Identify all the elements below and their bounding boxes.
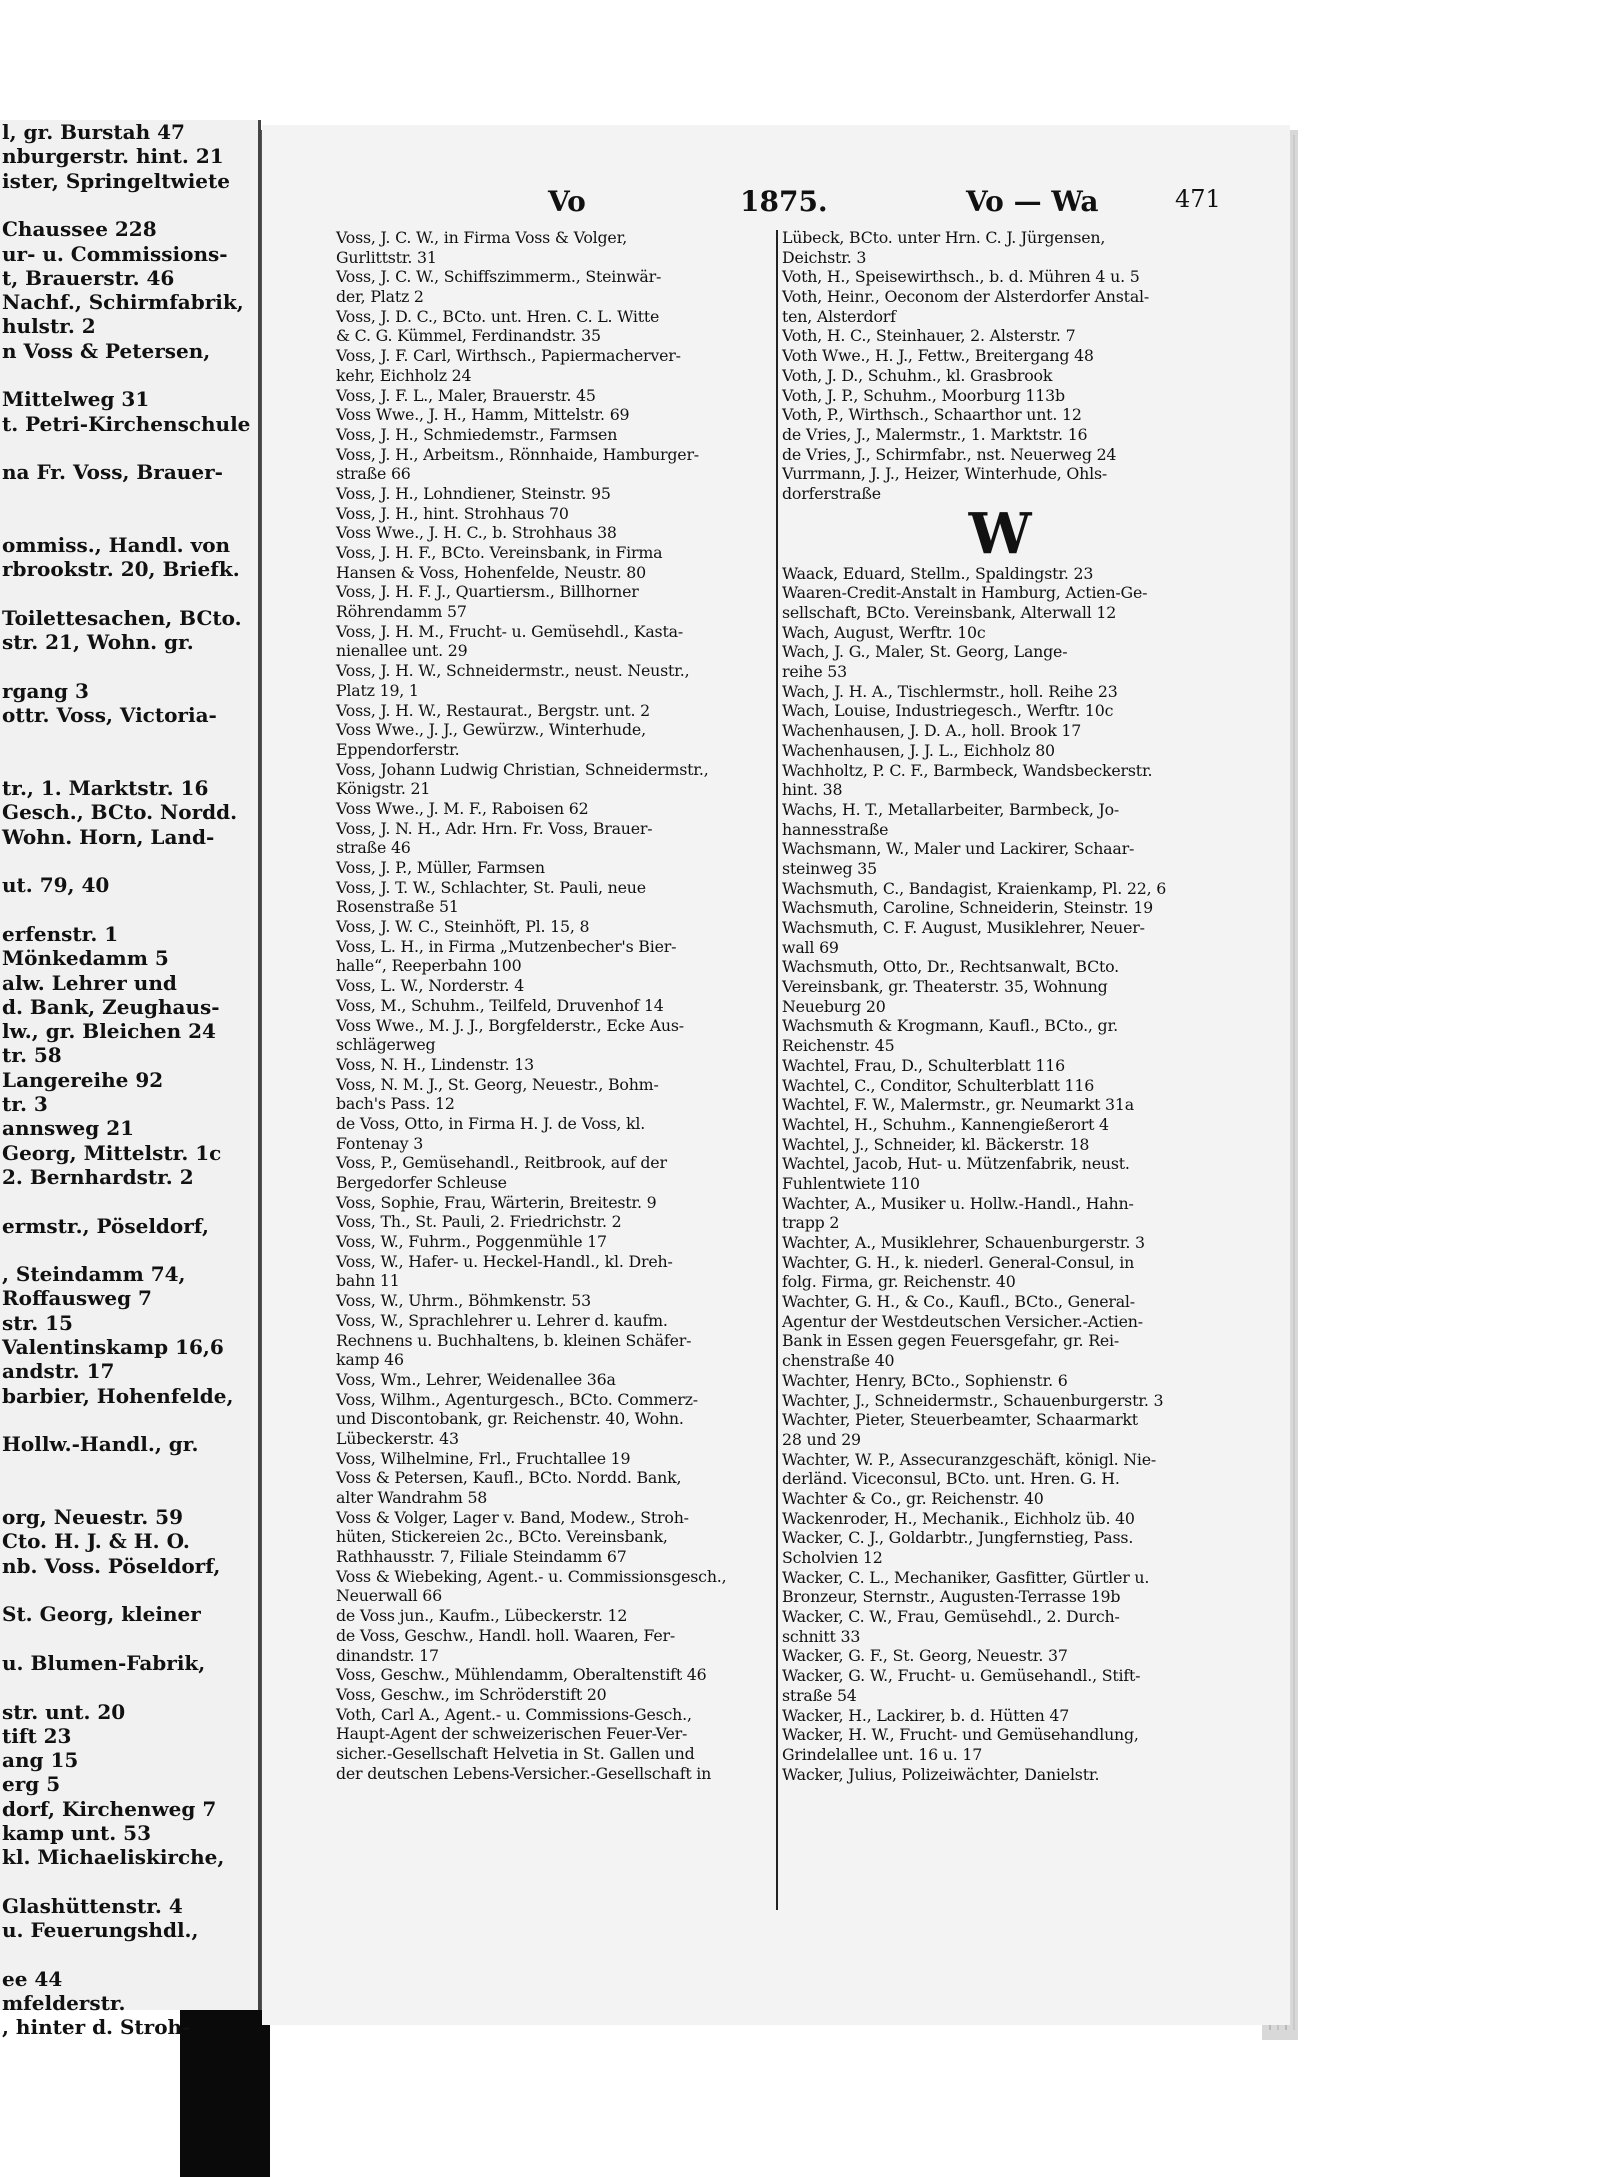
left-fragment-line: nb. Voss. Pöseldorf,: [2, 1553, 221, 1578]
directory-entry-line: straße 66: [336, 464, 411, 484]
running-head-range: Vo — Wa: [966, 185, 1099, 218]
directory-entry-line: nienallee unt. 29: [336, 641, 468, 661]
left-fragment-line: Roffausweg 7: [2, 1286, 152, 1311]
directory-entry-line: Wachs, H. T., Metallarbeiter, Barmbeck, Jo-: [782, 799, 1120, 819]
left-fragment-line: Chaussee 228: [2, 217, 157, 242]
directory-entry-line: Wachenhausen, J. J. L., Eichholz 80: [782, 740, 1055, 760]
directory-entry-line: Voth, P., Wirthsch., Schaarthor unt. 12: [782, 405, 1082, 425]
left-fragment-line: Hollw.-Handl., gr.: [2, 1432, 199, 1457]
left-fragment-line: Georg, Mittelstr. 1c: [2, 1140, 222, 1165]
left-fragment-line: d. Bank, Zeughaus-: [2, 994, 220, 1019]
directory-entry-line: Rechnens u. Buchhaltens, b. kleinen Schäfer-: [336, 1330, 692, 1350]
directory-entry-line: Wachtel, Frau, D., Schulterblatt 116: [782, 1055, 1065, 1075]
directory-entry-line: Eppendorferstr.: [336, 739, 460, 759]
left-fragment-line: dorf, Kirchenweg 7: [2, 1796, 217, 1821]
left-fragment-line: Glashüttenstr. 4: [2, 1893, 183, 1918]
directory-entry-line: Voss, W., Hafer- u. Heckel-Handl., kl. Dreh-: [336, 1251, 673, 1271]
directory-entry-line: & C. G. Kümmel, Ferdinandstr. 35: [336, 326, 601, 346]
directory-entry-line: Voss Wwe., J. M. F., Raboisen 62: [336, 798, 589, 818]
left-fragment-line: kl. Michaeliskirche,: [2, 1845, 225, 1870]
directory-entry-line: kehr, Eichholz 24: [336, 365, 472, 385]
left-fragment-line: St. Georg, kleiner: [2, 1602, 201, 1627]
left-fragment-line: tr., 1. Marktstr. 16: [2, 776, 209, 801]
directory-entry-line: Voss Wwe., J. H. C., b. Strohhaus 38: [336, 523, 617, 543]
left-fragment-line: str. 21, Wohn. gr.: [2, 630, 194, 655]
directory-entry-line: Voss, Wilhm., Agenturgesch., BCto. Commerz-: [336, 1389, 698, 1409]
directory-entry-line: Wacker, C. J., Goldarbtr., Jungfernstieg, Pass.: [782, 1528, 1134, 1548]
directory-entry-line: Wachsmuth, C., Bandagist, Kraienkamp, Pl. 22, 6: [782, 878, 1167, 898]
directory-entry-line: hüten, Stickereien 2c., BCto. Vereinsbank,: [336, 1527, 668, 1547]
directory-entry-line: Wachsmann, W., Maler und Lackirer, Schaar-: [782, 839, 1135, 859]
directory-entry-line: Wach, J. H. A., Tischlermstr., holl. Reihe 23: [782, 681, 1118, 701]
directory-entry-line: Bronzeur, Sternstr., Augusten-Terrasse 19b: [782, 1587, 1121, 1607]
left-fragment-line: ommiss., Handl. von: [2, 533, 231, 558]
directory-entry-line: Rosenstraße 51: [336, 897, 459, 917]
left-fragment-line: 2. Bernhardstr. 2: [2, 1164, 194, 1189]
directory-entry-line: Wachter, G. H., k. niederl. General-Consul, in: [782, 1252, 1135, 1272]
directory-entry-line: Wach, August, Werftr. 10c: [782, 622, 986, 642]
left-fragment-line: str. unt. 20: [2, 1699, 126, 1724]
directory-entry-line: Deichstr. 3: [782, 247, 867, 267]
directory-column-left: [336, 228, 772, 1783]
directory-column-right: [782, 228, 1218, 1784]
directory-entry-line: derländ. Viceconsul, BCto. unt. Hren. G. H.: [782, 1469, 1120, 1489]
directory-entry-line: Voss, J. N. H., Adr. Hrn. Fr. Voss, Brauer-: [336, 818, 653, 838]
directory-entry-line: Voss, Wilhelmine, Frl., Fruchtallee 19: [336, 1448, 631, 1468]
left-fragment-line: u. Feuerungshdl.,: [2, 1918, 199, 1943]
left-fragment-line: Gesch., BCto. Nordd.: [2, 800, 238, 825]
left-fragment-line: ut. 79, 40: [2, 873, 110, 898]
directory-entry-line: Wacker, C. W., Frau, Gemüsehdl., 2. Durch-: [782, 1607, 1120, 1627]
directory-entry-line: hannesstraße: [782, 819, 889, 839]
directory-entry-line: bahn 11: [336, 1271, 400, 1291]
directory-entry-line: Voss, Johann Ludwig Christian, Schneidermstr.,: [336, 759, 709, 779]
directory-entry-line: chenstraße 40: [782, 1351, 895, 1371]
directory-entry-line: de Vries, J., Schirmfabr., nst. Neuerweg 24: [782, 444, 1117, 464]
directory-entry-line: kamp 46: [336, 1350, 404, 1370]
left-fragment-line: hulstr. 2: [2, 314, 96, 339]
directory-entry-line: Wachsmuth, Caroline, Schneiderin, Steinstr. 19: [782, 898, 1154, 918]
directory-entry-line: Voss & Wiebeking, Agent.- u. Commissionsgesch.,: [336, 1566, 727, 1586]
directory-entry-line: hint. 38: [782, 780, 843, 800]
directory-entry-line: Voss, J. H. M., Frucht- u. Gemüsehdl., Kasta-: [336, 621, 683, 641]
directory-entry-line: steinweg 35: [782, 858, 877, 878]
directory-entry-line: sicher.-Gesellschaft Helvetia in St. Gallen und: [336, 1743, 695, 1763]
directory-entry-line: Voss, W., Sprachlehrer u. Lehrer d. kaufm.: [336, 1310, 668, 1330]
left-fragment-line: rgang 3: [2, 678, 89, 703]
left-fragment-line: t, Brauerstr. 46: [2, 265, 175, 290]
directory-entry-line: Voss, J. W. C., Steinhöft, Pl. 15, 8: [336, 917, 590, 937]
left-fragment-line: annsweg 21: [2, 1116, 135, 1141]
directory-entry-line: dinandstr. 17: [336, 1645, 439, 1665]
directory-entry-line: Wachter, G. H., & Co., Kaufl., BCto., General-: [782, 1292, 1135, 1312]
directory-entry-line: Voth, H. C., Steinhauer, 2. Alsterstr. 7: [782, 326, 1076, 346]
directory-entry-line: halle“, Reeperbahn 100: [336, 956, 522, 976]
left-fragment-line: na Fr. Voss, Brauer-: [2, 460, 223, 485]
left-fragment-line: , Steindamm 74,: [2, 1262, 186, 1287]
directory-entry-line: schlägerweg: [336, 1035, 436, 1055]
directory-entry-line: Voth, H., Speisewirthsch., b. d. Mühren 4 u. 5: [782, 267, 1140, 287]
directory-entry-line: Hansen & Voss, Hohenfelde, Neustr. 80: [336, 562, 646, 582]
directory-entry-line: Voss, J. F. Carl, Wirthsch., Papiermacherver-: [336, 346, 681, 366]
directory-entry-line: Wachsmuth, Otto, Dr., Rechtsanwalt, BCto.: [782, 957, 1119, 977]
left-fragment-line: tift 23: [2, 1723, 72, 1748]
directory-entry-line: Wachter, A., Musiker u. Hollw.-Handl., Hahn-: [782, 1193, 1134, 1213]
left-fragment-line: n Voss & Petersen,: [2, 338, 211, 363]
directory-entry-line: der, Platz 2: [336, 287, 424, 307]
directory-entry-line: Wachter, Henry, BCto., Sophienstr. 6: [782, 1370, 1068, 1390]
directory-entry-line: Wacker, G. W., Frucht- u. Gemüsehandl., Stift-: [782, 1666, 1141, 1686]
column-rule: [776, 230, 778, 1910]
directory-entry-line: Vereinsbank, gr. Theaterstr. 35, Wohnung: [782, 977, 1108, 997]
directory-entry-line: Wach, Louise, Industriegesch., Werftr. 10c: [782, 701, 1114, 721]
directory-entry-line: Vurrmann, J. J., Heizer, Winterhude, Ohls-: [782, 464, 1107, 484]
directory-entry-line: Wachtel, F. W., Malermstr., gr. Neumarkt 31a: [782, 1095, 1134, 1115]
directory-entry-line: wall 69: [782, 937, 839, 957]
left-fragment-line: tr. 3: [2, 1092, 48, 1116]
directory-entry-line: Voth, Carl A., Agent.- u. Commissions-Gesch.,: [336, 1704, 692, 1724]
directory-entry-line: Lübeckerstr. 43: [336, 1428, 459, 1448]
directory-entry-line: Fuhlentwiete 110: [782, 1173, 920, 1193]
directory-entry-line: Wachholtz, P. C. F., Barmbeck, Wandsbeckerstr.: [782, 760, 1153, 780]
left-fragment-line: Cto. H. J. & H. O.: [2, 1529, 190, 1554]
left-fragment-line: t. Petri-Kirchenschule: [2, 411, 251, 436]
directory-entry-line: Voss, W., Uhrm., Böhmkenstr. 53: [336, 1291, 591, 1311]
directory-entry-line: Wach, J. G., Maler, St. Georg, Lange-: [782, 642, 1068, 662]
left-fragment-line: , hinter d. Stroh-: [2, 2015, 191, 2040]
directory-entry-line: Wachtel, J., Schneider, kl. Bäckerstr. 18: [782, 1134, 1090, 1154]
directory-entry-line: der deutschen Lebens-Versicher.-Gesellschaft in: [336, 1763, 712, 1783]
left-fragment-line: erg 5: [2, 1772, 61, 1797]
section-letter: W: [968, 500, 1032, 567]
directory-entry-line: folg. Firma, gr. Reichenstr. 40: [782, 1272, 1016, 1292]
directory-entry-line: Wacker, G. F., St. Georg, Neuestr. 37: [782, 1646, 1068, 1666]
left-fragment-line: l, gr. Burstah 47: [2, 120, 185, 144]
directory-entry-line: Voss, W., Fuhrm., Poggenmühle 17: [336, 1232, 607, 1252]
directory-entry-line: straße 46: [336, 838, 411, 858]
left-fragment-line: kamp unt. 53: [2, 1821, 152, 1845]
left-fragment-line: ister, Springeltwiete: [2, 168, 230, 193]
directory-entry-line: Haupt-Agent der schweizerischen Feuer-Ver-: [336, 1724, 688, 1744]
left-page-fragment: [0, 120, 261, 2040]
directory-entry-line: Wachter, J., Schneidermstr., Schauenburgerstr. 3: [782, 1390, 1164, 1410]
left-fragment-line: mfelderstr.: [2, 1991, 126, 2016]
directory-entry-line: Wachenhausen, J. D. A., holl. Brook 17: [782, 721, 1082, 741]
directory-entry-line: Wachsmuth, C. F. August, Musiklehrer, Neuer-: [782, 918, 1145, 937]
directory-entry-line: Voss, Geschw., im Schröderstift 20: [336, 1684, 607, 1704]
directory-entry-line: Wacker, H., Lackirer, b. d. Hütten 47: [782, 1705, 1070, 1725]
left-fragment-line: u. Blumen-Fabrik,: [2, 1650, 206, 1675]
directory-entry-line: Voss & Petersen, Kaufl., BCto. Nordd. Bank,: [336, 1468, 682, 1488]
directory-entry-line: Voss, J. H. W., Schneidermstr., neust. Neustr.,: [336, 661, 690, 681]
directory-entry-line: Wachtel, Jacob, Hut- u. Mützenfabrik, neust.: [782, 1154, 1130, 1174]
directory-entry-line: Voss Wwe., J. H., Hamm, Mittelstr. 69: [336, 405, 630, 425]
directory-entry-line: Voss, N. H., Lindenstr. 13: [336, 1054, 534, 1074]
directory-entry-line: alter Wandrahm 58: [336, 1488, 488, 1507]
directory-entry-line: Voss, P., Gemüsehandl., Reitbrook, auf der: [336, 1153, 667, 1173]
directory-entry-line: Wacker, Julius, Polizeiwächter, Danielstr.: [782, 1764, 1100, 1784]
left-fragment-line: Mönkedamm 5: [2, 946, 169, 971]
directory-entry-line: Voss, Sophie, Frau, Wärterin, Breitestr. 9: [336, 1192, 657, 1212]
left-fragment-line: ottr. Voss, Victoria-: [2, 703, 217, 728]
directory-entry-line: Voss, J. H., Schmiedemstr., Farmsen: [336, 424, 618, 444]
left-fragment-line: org, Neuestr. 59: [2, 1505, 184, 1530]
directory-entry-line: de Voss jun., Kaufm., Lübeckerstr. 12: [336, 1606, 628, 1626]
page-number: 471: [1175, 185, 1221, 213]
directory-entry-line: straße 54: [782, 1685, 857, 1705]
left-fragment-line: nburgerstr. hint. 21: [2, 144, 224, 169]
directory-entry-line: de Voss, Otto, in Firma H. J. de Voss, kl.: [336, 1113, 646, 1133]
directory-entry-line: dorferstraße: [782, 483, 881, 503]
directory-entry-line: Röhrendamm 57: [336, 602, 467, 622]
directory-entry-line: Voss, J. C. W., in Firma Voss & Volger,: [336, 228, 628, 247]
directory-entry-line: Voss, J. D. C., BCto. unt. Hren. C. L. Witte: [336, 306, 660, 326]
directory-entry-line: Voss, L. W., Norderstr. 4: [336, 976, 525, 996]
directory-entry-line: Reichenstr. 45: [782, 1036, 895, 1056]
directory-entry-line: und Discontobank, gr. Reichenstr. 40, Wohn.: [336, 1409, 684, 1429]
directory-entry-line: Wacker, C. L., Mechaniker, Gasfitter, Gürtler u.: [782, 1567, 1150, 1587]
left-fragment-line: tr. 58: [2, 1043, 62, 1068]
directory-entry-line: Voss, J. H., Lohndiener, Steinstr. 95: [336, 483, 611, 503]
directory-entry-line: Voth, J. D., Schuhm., kl. Grasbrook: [782, 365, 1053, 385]
directory-entry-line: Voss, J. T. W., Schlachter, St. Pauli, neue: [336, 877, 646, 897]
directory-entry-line: Voth Wwe., H. J., Fettw., Breitergang 48: [782, 346, 1094, 366]
directory-entry-line: Wachter & Co., gr. Reichenstr. 40: [782, 1488, 1044, 1508]
directory-entry-line: Voss, M., Schuhm., Teilfeld, Druvenhof 14: [336, 995, 664, 1015]
left-fragment-line: lw., gr. Bleichen 24: [2, 1019, 216, 1044]
directory-entry-line: Voss, Th., St. Pauli, 2. Friedrichstr. 2: [336, 1212, 622, 1232]
directory-entry-line: Lübeck, BCto. unter Hrn. C. J. Jürgensen,: [782, 228, 1106, 247]
running-head-left: Vo: [548, 185, 586, 218]
left-fragment-line: str. 15: [2, 1310, 73, 1335]
directory-entry-line: Voss, J. H. W., Restaurat., Bergstr. unt. 2: [336, 700, 651, 720]
directory-entry-line: Agentur der Westdeutschen Versicher.-Actien-: [782, 1311, 1143, 1331]
directory-entry-line: Voss, J. C. W., Schiffszimmerm., Steinwär-: [336, 267, 662, 287]
left-fragment-line: rbrookstr. 20, Briefk.: [2, 557, 240, 582]
directory-entry-line: Königstr. 21: [336, 779, 431, 799]
directory-entry-line: ten, Alsterdorf: [782, 306, 896, 326]
binding-shadow: [180, 2000, 270, 2177]
directory-entry-line: Wachter, Pieter, Steuerbeamter, Schaarmarkt: [782, 1410, 1138, 1430]
directory-entry-line: Rathhausstr. 7, Filiale Steindamm 67: [336, 1547, 627, 1567]
left-fragment-line: ee 44: [2, 1966, 63, 1991]
directory-entry-line: Wachter, A., Musiklehrer, Schauenburgerstr. 3: [782, 1233, 1145, 1252]
directory-entry-line: bach's Pass. 12: [336, 1094, 455, 1114]
directory-entry-line: Voss, N. M. J., St. Georg, Neuestr., Bohm-: [336, 1074, 659, 1094]
directory-entry-line: Voth, J. P., Schuhm., Moorburg 113b: [782, 385, 1065, 405]
directory-entry-line: Voss, L. H., in Firma „Mutzenbecher's Bier-: [336, 936, 677, 956]
directory-entry-line: Wachter, W. P., Assecuranzgeschäft, königl. Nie-: [782, 1449, 1157, 1469]
directory-entry-line: Voss, J. F. L., Maler, Brauerstr. 45: [336, 385, 596, 405]
directory-entry-line: Voss Wwe., J. J., Gewürzw., Winterhude,: [336, 720, 646, 740]
directory-entry-line: 28 und 29: [782, 1429, 861, 1449]
left-fragment-line: Valentinskamp 16,6: [2, 1335, 224, 1359]
directory-entry-line: sellschaft, BCto. Vereinsbank, Alterwall 12: [782, 603, 1117, 622]
left-fragment-line: Nachf., Schirmfabrik,: [2, 290, 244, 315]
directory-entry-line: trapp 2: [782, 1213, 840, 1233]
directory-entry-line: Neuerwall 66: [336, 1586, 443, 1606]
left-fragment-line: alw. Lehrer und: [2, 970, 177, 995]
directory-entry-line: Wachtel, C., Conditor, Schulterblatt 116: [782, 1075, 1095, 1095]
directory-entry-line: Wackenroder, H., Mechanik., Eichholz üb. 40: [782, 1508, 1135, 1528]
directory-entry-line: Voss, J. H. F. J., Quartiersm., Billhorner: [336, 582, 639, 602]
directory-entry-line: Voss Wwe., M. J. J., Borgfelderstr., Ecke Aus-: [336, 1015, 684, 1035]
left-fragment-line: ang 15: [2, 1748, 79, 1773]
directory-entry-line: Voss, J. P., Müller, Farmsen: [336, 858, 545, 877]
directory-entry-line: Voth, Heinr., Oeconom der Alsterdorfer Anstal-: [782, 287, 1150, 307]
directory-entry-line: Grindelallee unt. 16 u. 17: [782, 1744, 983, 1764]
directory-entry-line: Wachsmuth & Krogmann, Kaufl., BCto., gr.: [782, 1016, 1118, 1036]
left-fragment-line: ermstr., Pöseldorf,: [2, 1213, 209, 1238]
left-fragment-line: Langereihe 92: [2, 1067, 164, 1092]
directory-entry-line: Wachtel, H., Schuhm., Kannengießerort 4: [782, 1114, 1109, 1134]
directory-entry-line: Voss, J. H. F., BCto. Vereinsbank, in Firma: [336, 543, 663, 562]
directory-entry-line: Waaren-Credit-Anstalt in Hamburg, Actien-Ge-: [782, 583, 1148, 603]
directory-entry-line: Scholvien 12: [782, 1548, 883, 1567]
directory-entry-line: Wacker, H. W., Frucht- und Gemüsehandlung,: [782, 1725, 1139, 1745]
directory-entry-line: Waack, Eduard, Stellm., Spaldingstr. 23: [782, 563, 1094, 583]
left-fragment-line: Mittelweg 31: [2, 387, 150, 412]
directory-entry-line: Fontenay 3: [336, 1133, 424, 1153]
left-fragment-line: Wohn. Horn, Land-: [2, 824, 215, 849]
directory-entry-line: Platz 19, 1: [336, 680, 419, 700]
directory-entry-line: Voss, J. H., Arbeitsm., Rönnhaide, Hamburger-: [336, 444, 699, 464]
binding-strip-top: [180, 0, 270, 120]
directory-entry-line: Voss, Wm., Lehrer, Weidenallee 36a: [336, 1369, 616, 1389]
left-fragment-line: andstr. 17: [2, 1359, 115, 1384]
directory-entry-line: reihe 53: [782, 662, 847, 682]
directory-entry-line: Voss, J. H., hint. Strohhaus 70: [336, 503, 569, 523]
directory-entry-line: de Vries, J., Malermstr., 1. Marktstr. 16: [782, 424, 1088, 444]
left-fragment-line: ur- u. Commissions-: [2, 241, 228, 266]
left-fragment-line: barbier, Hohenfelde,: [2, 1383, 234, 1408]
directory-entry-line: Bergedorfer Schleuse: [336, 1173, 507, 1192]
directory-entry-line: de Voss, Geschw., Handl. holl. Waaren, Fer-: [336, 1625, 675, 1645]
directory-entry-line: Neueburg 20: [782, 996, 886, 1016]
running-head-year: 1875.: [740, 185, 828, 218]
left-fragment-line: erfenstr. 1: [2, 921, 119, 946]
directory-entry-line: Bank in Essen gegen Feuersgefahr, gr. Rei-: [782, 1331, 1120, 1351]
directory-entry-line: schnitt 33: [782, 1626, 861, 1646]
directory-entry-line: Voss, Geschw., Mühlendamm, Oberaltenstift 46: [336, 1665, 707, 1685]
directory-entry-line: Voss & Volger, Lager v. Band, Modew., Stroh-: [336, 1507, 689, 1527]
directory-entry-line: Gurlittstr. 31: [336, 247, 437, 267]
left-fragment-line: Toilettesachen, BCto.: [2, 606, 242, 630]
